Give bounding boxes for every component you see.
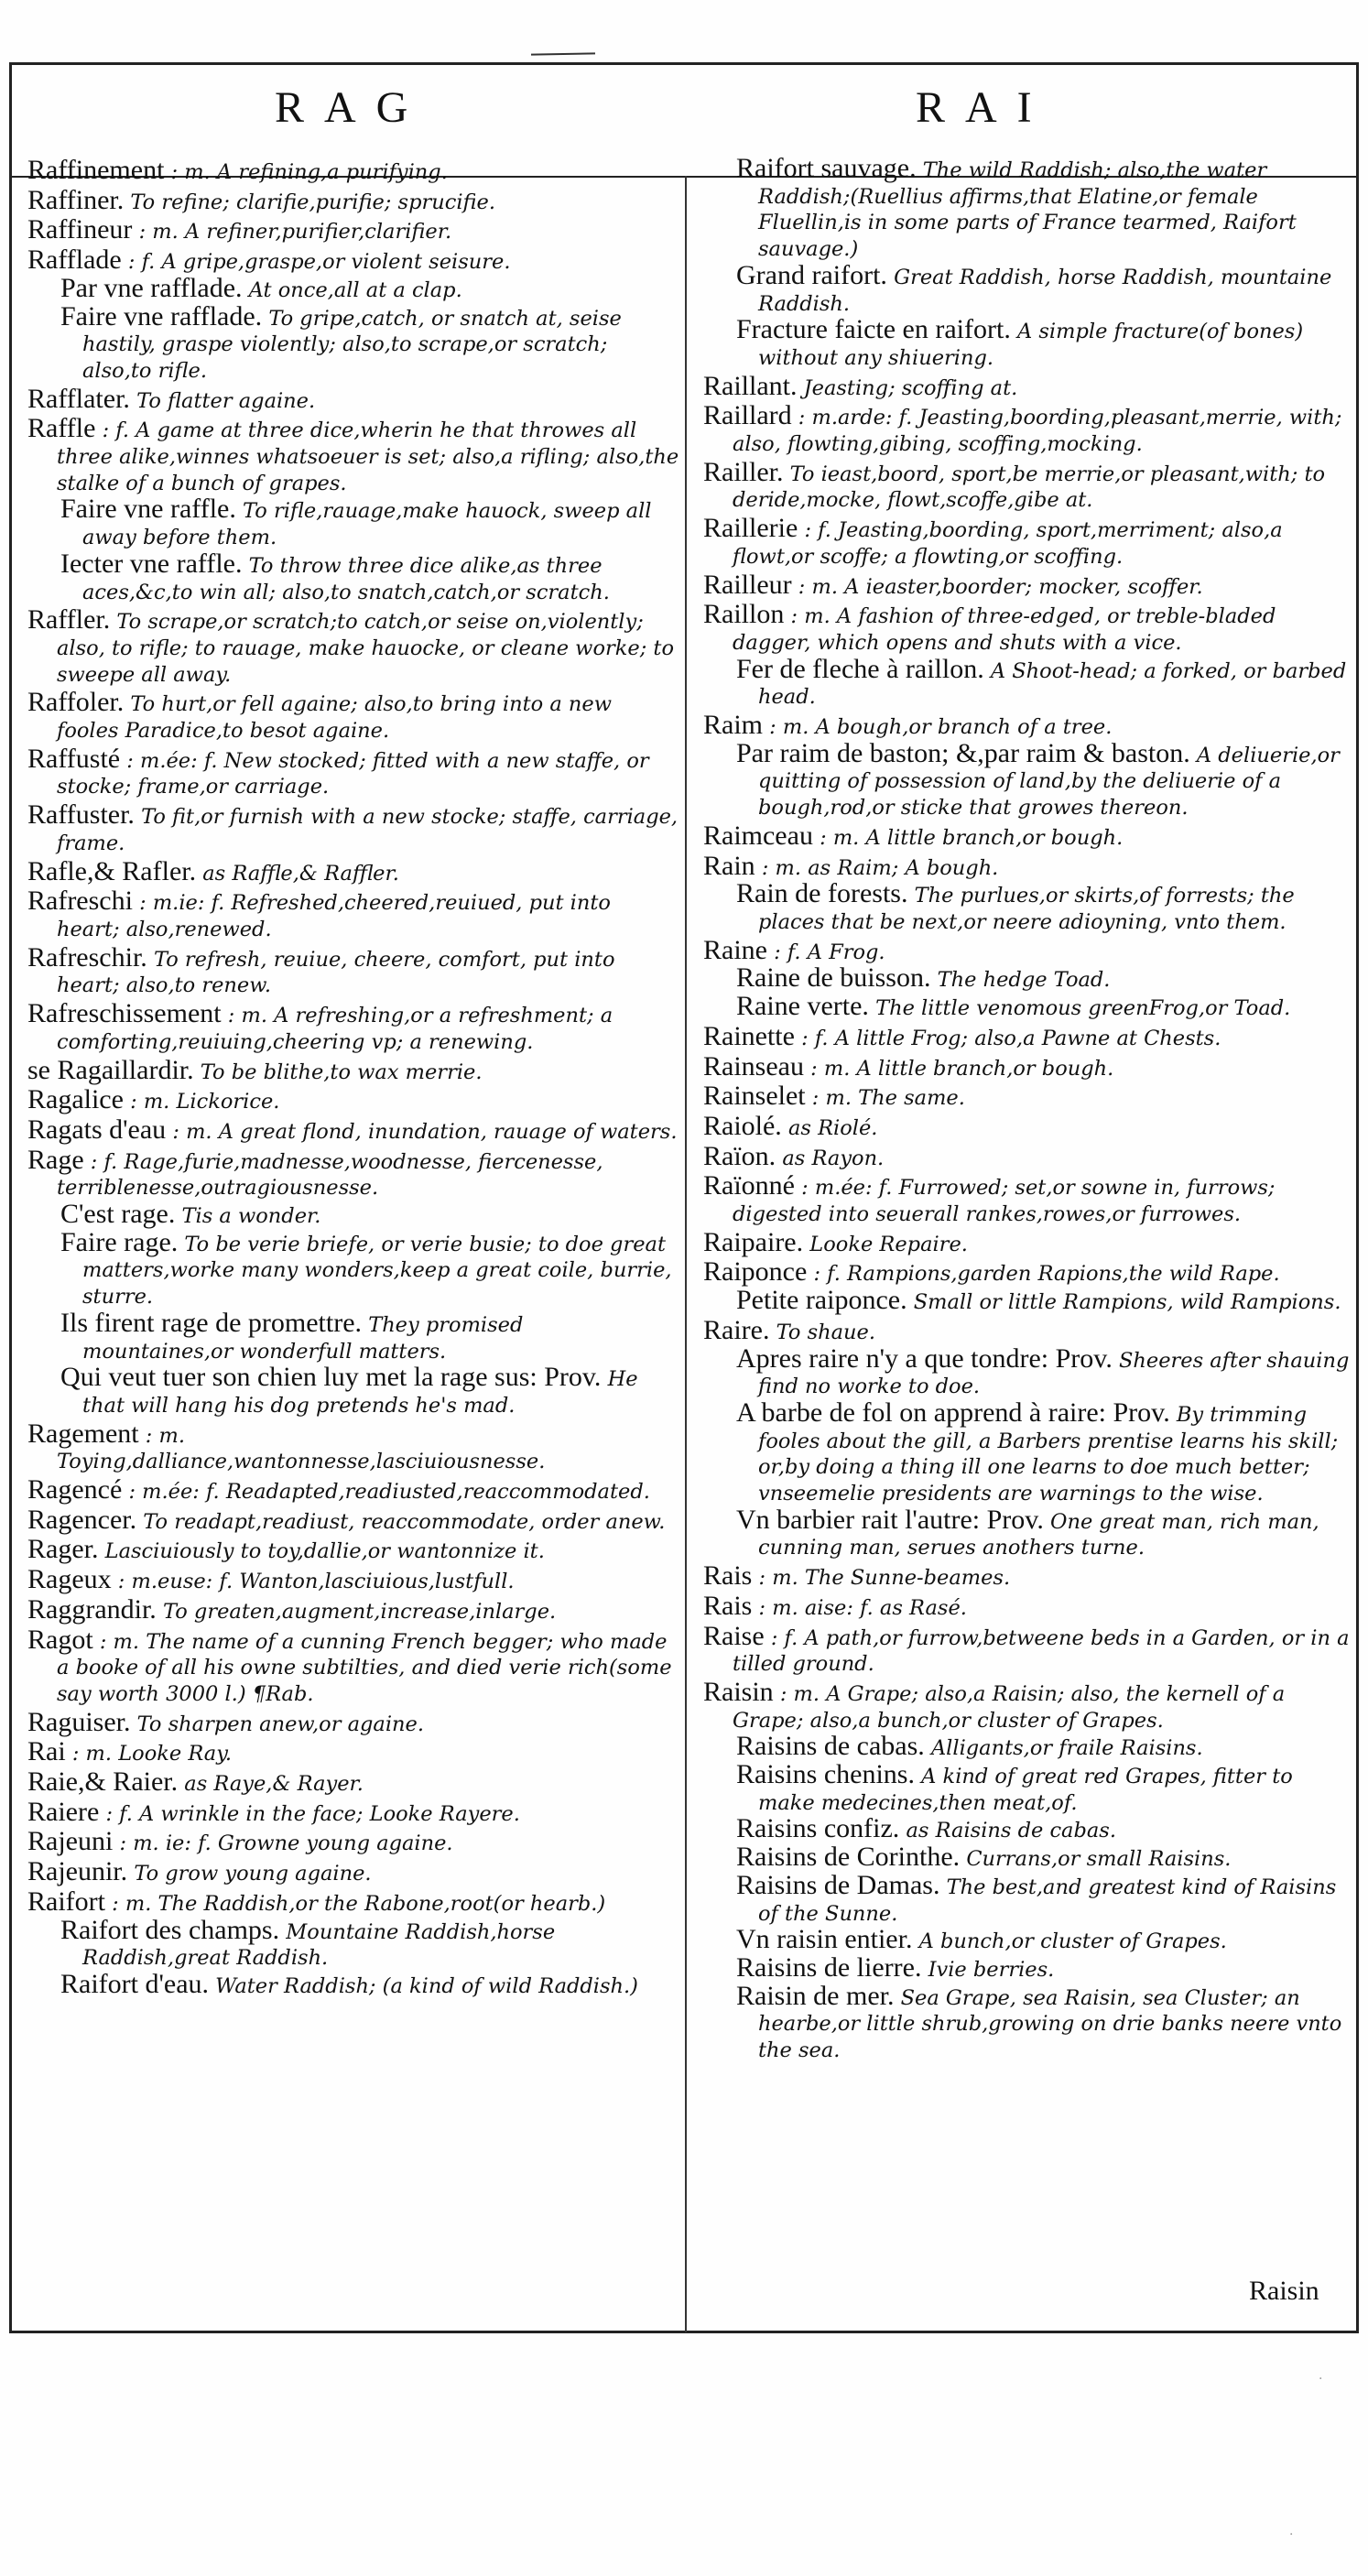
dictionary-subentry bbox=[703, 1869, 1355, 1927]
definition: as Raisins de cabas. bbox=[906, 1819, 1116, 1843]
headword: Raillerie bbox=[703, 513, 798, 544]
definition: The hedge Toad. bbox=[937, 968, 1111, 993]
headword: Petite raiponce. bbox=[736, 1285, 907, 1316]
dictionary-entry bbox=[703, 1560, 1355, 1592]
definition: Ivie berries. bbox=[928, 1958, 1055, 1982]
headword: Ragats d'eau bbox=[27, 1114, 167, 1145]
dictionary-subentry bbox=[703, 1285, 1355, 1316]
definition: Currans,or small Raisins. bbox=[966, 1847, 1232, 1872]
definition: : m.ie: f. Refreshed,cheered,reuiued, put into heart; also,renewed. bbox=[57, 891, 611, 941]
dictionary-subentry bbox=[703, 259, 1355, 317]
definition: : m. The Sunne-beames. bbox=[758, 1566, 1011, 1591]
headword: Rai bbox=[27, 1736, 66, 1767]
definition: as Rayon. bbox=[782, 1146, 885, 1170]
definition: : m. A refiner,purifier,clarifier. bbox=[138, 220, 452, 245]
definition: The wild Raddish; also,the water Raddish;(Ruellius affirms,that Elatine,or female Fluellin,is in some parts of France tearmed, Raifort sauvage.) bbox=[758, 158, 1297, 262]
definition: To fit,or furnish with a new stocke; staffe, carriage, frame. bbox=[57, 805, 679, 855]
definition: : f. Jeasting,boording, sport,merriment; also,a flowt,or scoffe; a flowting,or scoffing. bbox=[733, 518, 1283, 569]
definition: : m. Lickorice. bbox=[130, 1090, 280, 1114]
headword: Raïon. bbox=[703, 1140, 776, 1171]
dictionary-entry bbox=[27, 799, 679, 856]
dictionary-subentry bbox=[703, 1980, 1355, 2064]
definition: A simple fracture(of bones) without any shiuering. bbox=[758, 320, 1304, 370]
dictionary-entry bbox=[27, 247, 679, 276]
catchword: Raisin bbox=[1249, 2276, 1319, 2306]
dictionary-entry bbox=[27, 1144, 679, 1201]
dictionary-entry bbox=[27, 1504, 679, 1536]
headword: Raguiser. bbox=[27, 1706, 131, 1737]
definition: To be verie briefe, or verie busie; to doe great matters,worke many wonders,keep a great coile, burrie, sturre. bbox=[82, 1232, 672, 1310]
headword: Raisins confiz. bbox=[736, 1813, 900, 1844]
definition: : m. A Grape; also,a Raisin; also, the kernell of a Grape; also,a bunch,or cluster of Grapes. bbox=[733, 1681, 1286, 1733]
dictionary-entry bbox=[27, 1084, 679, 1115]
dictionary-entry bbox=[27, 1054, 679, 1086]
definition: The best,and greatest kind of Raisins of the Sunne. bbox=[758, 1875, 1337, 1926]
dictionary-entry bbox=[27, 1706, 679, 1738]
dictionary-subentry bbox=[703, 1813, 1355, 1844]
dictionary-subentry bbox=[27, 1914, 679, 1972]
dictionary-subentry bbox=[703, 1759, 1355, 1816]
dictionary-entry bbox=[703, 1083, 1355, 1112]
definition: To sharpen anew,or againe. bbox=[136, 1712, 424, 1736]
definition: The little venomous greenFrog,or Toad. bbox=[875, 996, 1291, 1021]
dictionary-entry bbox=[703, 370, 1355, 402]
dictionary-entry bbox=[703, 1676, 1355, 1734]
dictionary-entry bbox=[27, 184, 679, 216]
column-divider bbox=[685, 176, 687, 2332]
dictionary-entry bbox=[27, 383, 679, 415]
right-column bbox=[703, 153, 1355, 2064]
definition: At once,all at a clap. bbox=[248, 277, 462, 302]
dictionary-entry bbox=[703, 850, 1355, 882]
dictionary-entry bbox=[703, 456, 1355, 514]
headword: Raie,& Raier. bbox=[27, 1766, 179, 1798]
headword: Raine bbox=[703, 934, 767, 965]
headword: Par raim de baston; &,par raim & baston. bbox=[736, 737, 1190, 768]
definition: Water Raddish; (a kind of wild Raddish.) bbox=[215, 1974, 638, 1998]
headword: Ragement bbox=[27, 1418, 139, 1449]
dictionary-subentry bbox=[703, 991, 1355, 1022]
definition: as Raye,& Rayer. bbox=[184, 1772, 364, 1797]
dictionary-subentry bbox=[27, 300, 679, 385]
definition: : m. A fashion of three-edged, or treble-bladed dagger, which opens and shuts with a vice. bbox=[733, 604, 1276, 655]
headword: Rafreschi bbox=[27, 886, 133, 917]
dictionary-entry bbox=[27, 1796, 679, 1828]
headword: Rainette bbox=[703, 1020, 795, 1051]
headword: Raillard bbox=[703, 400, 792, 431]
headword: Raïonné bbox=[703, 1170, 795, 1201]
headword: Rafflater. bbox=[27, 383, 130, 414]
headword: Railler. bbox=[703, 456, 784, 487]
definition: The purlues,or skirts,of forrests; the places that be next,or neere adioyning, vnto them. bbox=[758, 884, 1295, 934]
definition: By trimming fooles about the gill, a Barbers prentise learns his skill; or,by doing a thing ill one learns to doe much better; vnseemelie presidents are warnings to the wise. bbox=[758, 1402, 1339, 1506]
dictionary-entry bbox=[27, 1826, 679, 1857]
definition: To throw three dice alike,as three aces,&c,to win all; also,to snatch,catch,or scratch. bbox=[82, 553, 610, 604]
dictionary-subentry bbox=[703, 1924, 1355, 1955]
definition: To hurt,or fell againe; also,to bring into a new fooles Paradice,to besot againe. bbox=[57, 692, 612, 744]
definition: Sheeres after shauing find no worke to doe. bbox=[758, 1348, 1350, 1399]
definition: A Shoot-head; a forked, or barbed head. bbox=[758, 658, 1347, 710]
dictionary-entry bbox=[27, 743, 679, 800]
headword: Ragencer. bbox=[27, 1504, 137, 1535]
headword: Raim bbox=[703, 710, 763, 741]
definition: : f. A wrinkle in the face; Looke Rayere. bbox=[105, 1801, 520, 1826]
headword: Raisins chenins. bbox=[736, 1759, 915, 1790]
headword: Raffle bbox=[27, 413, 96, 444]
definition: : f. A gripe,graspe,or violent seisure. bbox=[127, 250, 511, 275]
definition: : m. Toying,dalliance,wantonnesse,lasciuiousnesse. bbox=[57, 1423, 546, 1474]
dictionary-entry bbox=[703, 1590, 1355, 1622]
dictionary-entry bbox=[27, 1564, 679, 1595]
dictionary-entry bbox=[27, 888, 679, 942]
dictionary-entry bbox=[703, 1620, 1355, 1678]
headword: Rainseau bbox=[703, 1050, 804, 1081]
headword: Raifort des champs. bbox=[60, 1914, 280, 1945]
dictionary-entry bbox=[27, 604, 679, 688]
headword: Raisins de lierre. bbox=[736, 1952, 922, 1983]
headword: Raire. bbox=[703, 1314, 770, 1345]
dictionary-subentry bbox=[703, 314, 1355, 371]
headword: Grand raifort. bbox=[736, 259, 887, 290]
dictionary-subentry bbox=[703, 1397, 1355, 1507]
headword: se Ragaillardir. bbox=[27, 1054, 194, 1085]
headword: Raiolé. bbox=[703, 1110, 782, 1141]
dictionary-entry bbox=[703, 1256, 1355, 1288]
definition: : m. A bough,or branch of a tree. bbox=[769, 715, 1113, 740]
dictionary-entry bbox=[703, 513, 1355, 570]
definition: To shaue. bbox=[776, 1320, 875, 1344]
dictionary-entry bbox=[703, 1314, 1355, 1346]
headword: Raipaire. bbox=[703, 1226, 804, 1257]
headword: Raffuster. bbox=[27, 799, 135, 831]
definition: To flatter againe. bbox=[136, 388, 316, 413]
headword: A barbe de fol on apprend à raire: Prov. bbox=[736, 1397, 1170, 1428]
headword: Railleur bbox=[703, 569, 792, 600]
dictionary-entry bbox=[27, 687, 679, 744]
definition: Mountaine Raddish,horse Raddish,great Raddish. bbox=[82, 1919, 556, 1971]
headword: Rageux bbox=[27, 1564, 112, 1595]
headword: Raiponce bbox=[703, 1256, 808, 1288]
headword: Raillon bbox=[703, 599, 785, 630]
definition: : m. aise: f. as Rasé. bbox=[758, 1595, 967, 1620]
dictionary-subentry bbox=[703, 1844, 1355, 1873]
headword: Raffinement bbox=[27, 155, 165, 185]
dictionary-subentry bbox=[27, 496, 679, 550]
headword: Rain de forests. bbox=[736, 878, 908, 909]
dictionary-entry bbox=[27, 155, 679, 186]
dictionary-subentry bbox=[27, 1364, 679, 1418]
dictionary-subentry bbox=[27, 1969, 679, 2000]
definition: : m.ée: f. Furrowed; set,or sowne in, furrows; digested into seuerall rankes,rowes,or furrowes. bbox=[733, 1176, 1276, 1227]
paper-speck: · bbox=[1319, 2372, 1323, 2386]
headword: Iecter vne raffle. bbox=[60, 548, 243, 579]
definition: One great man, rich man, cunning man, serues anothers turne. bbox=[758, 1509, 1319, 1560]
definition: Small or little Rampions, wild Rampions. bbox=[913, 1290, 1341, 1315]
headword: Raisins de Corinthe. bbox=[736, 1842, 961, 1873]
dictionary-entry bbox=[27, 1736, 679, 1767]
dictionary-entry bbox=[27, 1766, 679, 1798]
definition: : f. A Frog. bbox=[774, 940, 885, 964]
definition: : f. A little Frog; also,a Pawne at Chests. bbox=[801, 1026, 1221, 1050]
guide-word-right: RAI bbox=[916, 83, 1052, 132]
dictionary-entry bbox=[703, 934, 1355, 966]
definition: : m. A little branch,or bough. bbox=[820, 825, 1124, 850]
dictionary-entry bbox=[703, 1226, 1355, 1258]
dictionary-subentry bbox=[27, 548, 679, 605]
dictionary-entry bbox=[27, 1114, 679, 1146]
dictionary-entry bbox=[703, 400, 1355, 457]
dictionary-subentry bbox=[703, 737, 1355, 821]
definition: Alligants,or fraile Raisins. bbox=[930, 1736, 1203, 1761]
dictionary-subentry bbox=[27, 272, 679, 304]
definition: To refresh, reuiue, cheere, comfort, put into heart; also,to renew. bbox=[57, 947, 615, 998]
headword: Raffineur bbox=[27, 214, 133, 245]
definition: Looke Repaire. bbox=[809, 1232, 968, 1256]
guide-word-left: RAG bbox=[275, 83, 429, 132]
headword: Rais bbox=[703, 1590, 753, 1621]
definition: To rifle,rauage,make hauock, sweep all away before them. bbox=[82, 499, 652, 550]
headword: Rage bbox=[27, 1144, 84, 1175]
definition: : m.ée: f. Readapted,readiusted,reaccommodated. bbox=[128, 1480, 650, 1505]
definition: To grow young againe. bbox=[134, 1862, 372, 1886]
headword: Par vne rafflade. bbox=[60, 272, 243, 303]
headword: Rajeunir. bbox=[27, 1856, 128, 1887]
headword: Raffler. bbox=[27, 604, 111, 636]
definition: To readapt,readiust, reaccommodate, order anew. bbox=[143, 1509, 666, 1534]
dictionary-entry bbox=[27, 941, 679, 999]
definition: He that will hang his dog pretends he's mad. bbox=[82, 1367, 638, 1418]
headword: Faire rage. bbox=[60, 1226, 179, 1257]
dictionary-subentry bbox=[703, 1731, 1355, 1762]
definition: To gripe,catch, or snatch at, seise hastily, graspe violently; also,to scrape,or scratch; also,to rifle. bbox=[82, 306, 622, 383]
definition: : m. as Raim; A bough. bbox=[761, 855, 999, 880]
headword: Rafreschir. bbox=[27, 941, 147, 973]
dictionary-subentry bbox=[703, 1952, 1355, 1984]
headword: Qui veut tuer son chien luy met la rage sus: Prov. bbox=[60, 1362, 602, 1393]
headword: Raffoler. bbox=[27, 687, 125, 718]
headword: Ils firent rage de promettre. bbox=[60, 1307, 363, 1338]
headword: Raine de buisson. bbox=[736, 962, 931, 994]
dictionary-subentry bbox=[27, 1226, 679, 1310]
dictionary-subentry bbox=[703, 1504, 1355, 1561]
dictionary-entry bbox=[27, 214, 679, 245]
definition: : f. Rampions,garden Rapions,the wild Rape. bbox=[813, 1262, 1280, 1287]
dictionary-entry bbox=[703, 820, 1355, 852]
headword: Fracture faicte en raifort. bbox=[736, 314, 1011, 345]
dictionary-subentry bbox=[703, 962, 1355, 994]
dictionary-entry bbox=[27, 1474, 679, 1505]
headword: Ragencé bbox=[27, 1474, 123, 1505]
headword: Raisin de mer. bbox=[736, 1980, 895, 2011]
headword: Rain bbox=[703, 850, 755, 881]
dictionary-entry bbox=[703, 599, 1355, 656]
dictionary-entry bbox=[27, 1418, 679, 1475]
headword: C'est rage. bbox=[60, 1199, 176, 1230]
definition: : m. The Raddish,or the Rabone,root(or hearb.) bbox=[112, 1891, 606, 1916]
headword: Vn barbier rait l'autre: Prov. bbox=[736, 1504, 1044, 1535]
dictionary-entry bbox=[703, 712, 1355, 741]
headword: Faire vne rafflade. bbox=[60, 300, 263, 332]
headword: Apres raire n'y a que tondre: Prov. bbox=[736, 1342, 1113, 1374]
headword: Raiere bbox=[27, 1796, 100, 1827]
top-scratch-mark bbox=[531, 52, 595, 55]
dictionary-subentry bbox=[703, 153, 1355, 263]
headword: Rafflade bbox=[27, 245, 122, 276]
headword: Raifort d'eau. bbox=[60, 1969, 210, 1999]
definition: : f. A path,or furrow,betweene beds in a Garden, or in a tilled ground. bbox=[733, 1625, 1350, 1677]
definition: A kind of great red Grapes, fitter to make medecines,then meat,of. bbox=[758, 1765, 1293, 1815]
headword: Raifort bbox=[27, 1886, 105, 1917]
headword: Rafreschissement bbox=[27, 998, 222, 1029]
definition: : m. A great flond, inundation, rauage of waters. bbox=[172, 1119, 678, 1144]
definition: : m.ée: f. New stocked; fitted with a new staffe, or stocke; frame,or carriage. bbox=[57, 748, 649, 799]
dictionary-entry bbox=[27, 413, 679, 496]
definition: Sea Grape, sea Raisin, sea Cluster; an hearbe,or little shrub,growing on drie banks neere vnto the sea. bbox=[758, 1985, 1342, 2063]
headword: Fer de fleche à raillon. bbox=[736, 653, 984, 684]
headword: Rainselet bbox=[703, 1081, 806, 1112]
definition: : m. The same. bbox=[811, 1086, 965, 1111]
dictionary-subentry bbox=[703, 878, 1355, 935]
headword: Rajeuni bbox=[27, 1826, 114, 1857]
definition: Jeasting; scoffing at. bbox=[803, 375, 1018, 400]
definition: To greaten,augment,increase,inlarge. bbox=[162, 1599, 557, 1624]
headword: Raffiner. bbox=[27, 184, 125, 215]
definition: : m.arde: f. Jeasting,boording,pleasant,merrie, with; also, flowting,gibing, scoffing,mocking. bbox=[733, 406, 1342, 457]
definition: as Riolé. bbox=[787, 1115, 878, 1140]
definition: To scrape,or scratch;to catch,or seise on,violently; also, to rifle; to rauage, make hauocke, or cleane worke; to sweepe all away. bbox=[57, 610, 675, 687]
headword: Faire vne raffle. bbox=[60, 494, 236, 525]
definition: : m. Looke Ray. bbox=[71, 1742, 233, 1766]
definition: : m. A refining,a purifying. bbox=[170, 160, 448, 184]
dictionary-entry bbox=[703, 1170, 1355, 1227]
definition: A deliuerie,or quitting of possession of land,by the deliuerie of a bough,rod,or sticke that growes thereon. bbox=[758, 743, 1340, 821]
dictionary-entry bbox=[703, 569, 1355, 601]
dictionary-subentry bbox=[27, 1201, 679, 1230]
definition: : m. The name of a cunning French begger; who made a booke of all his owne subtilties, and died verie rich(some say worth 3000 l.) ¶Rab. bbox=[57, 1629, 672, 1706]
headword: Raillant. bbox=[703, 370, 798, 401]
headword: Vn raisin entier. bbox=[736, 1924, 913, 1955]
headword: Raisins de Damas. bbox=[736, 1869, 940, 1900]
dictionary-entry bbox=[703, 1020, 1355, 1052]
definition: : f. A game at three dice,wherin he that throwes all three alike,winnes whatsoeuer is set; also,a rifling; also,the stalke of a bunch of grapes. bbox=[57, 418, 679, 495]
dictionary-entry bbox=[27, 1886, 679, 1918]
dictionary-entry bbox=[703, 1110, 1355, 1142]
definition: Great Raddish, horse Raddish, mountaine Raddish. bbox=[758, 265, 1332, 316]
headword: Raine verte. bbox=[736, 991, 869, 1022]
definition: : m. ie: f. Growne young againe. bbox=[119, 1831, 453, 1856]
dictionary-subentry bbox=[27, 1307, 679, 1364]
dictionary-entry bbox=[27, 1856, 679, 1887]
dictionary-entry bbox=[27, 1593, 679, 1625]
dictionary-entry bbox=[27, 998, 679, 1055]
paper-speck: · bbox=[1289, 2527, 1294, 2542]
definition: : m. A refreshing,or a refreshment; a comforting,reuiuing,cheering vp; a renewing. bbox=[57, 1004, 613, 1054]
headword: Raisin bbox=[703, 1676, 774, 1707]
definition: Tis a wonder. bbox=[181, 1204, 321, 1229]
definition: Lasciuiously to toy,dallie,or wantonnize it. bbox=[104, 1539, 545, 1564]
definition: : m.euse: f. Wanton,lasciuious,lustfull. bbox=[117, 1570, 515, 1594]
definition: as Raffle,& Raffler. bbox=[202, 861, 399, 886]
headword: Raimceau bbox=[703, 820, 813, 851]
definition: To be blithe,to wax merrie. bbox=[200, 1060, 483, 1084]
dictionary-entry bbox=[27, 1624, 679, 1708]
headword: Raise bbox=[703, 1620, 765, 1651]
headword: Rais bbox=[703, 1560, 753, 1592]
headword: Raisins de cabas. bbox=[736, 1731, 925, 1762]
headword: Raggrandir. bbox=[27, 1593, 157, 1625]
headword: Raffusté bbox=[27, 743, 121, 774]
dictionary-subentry bbox=[703, 1342, 1355, 1400]
left-column bbox=[27, 156, 679, 2000]
headword: Ragalice bbox=[27, 1084, 124, 1115]
definition: They promised mountaines,or wonderfull matters. bbox=[82, 1312, 524, 1364]
dictionary-entry bbox=[703, 1050, 1355, 1082]
definition: To refine; clarifie,purifie; sprucifie. bbox=[130, 190, 495, 214]
headword: Rager. bbox=[27, 1534, 99, 1565]
definition: A bunch,or cluster of Grapes. bbox=[918, 1929, 1227, 1954]
definition: : f. Rage,furie,madnesse,woodnesse, fiercenesse, terriblenesse,outragiousnesse. bbox=[57, 1149, 603, 1201]
dictionary-entry bbox=[27, 855, 679, 887]
dictionary-subentry bbox=[703, 653, 1355, 711]
definition: To ieast,boord, sport,be merrie,or pleasant,with; to deride,mocke, flowt,scoffe,gibe at. bbox=[733, 462, 1326, 513]
dictionary-entry bbox=[703, 1140, 1355, 1172]
dictionary-entry bbox=[27, 1534, 679, 1565]
definition: : m. A little branch,or bough. bbox=[810, 1056, 1114, 1081]
headword: Raifort sauvage. bbox=[736, 153, 917, 183]
definition: : m. A ieaster,boorder; mocker, scoffer. bbox=[798, 574, 1203, 599]
headword: Rafle,& Rafler. bbox=[27, 855, 197, 886]
headword: Ragot bbox=[27, 1624, 93, 1655]
